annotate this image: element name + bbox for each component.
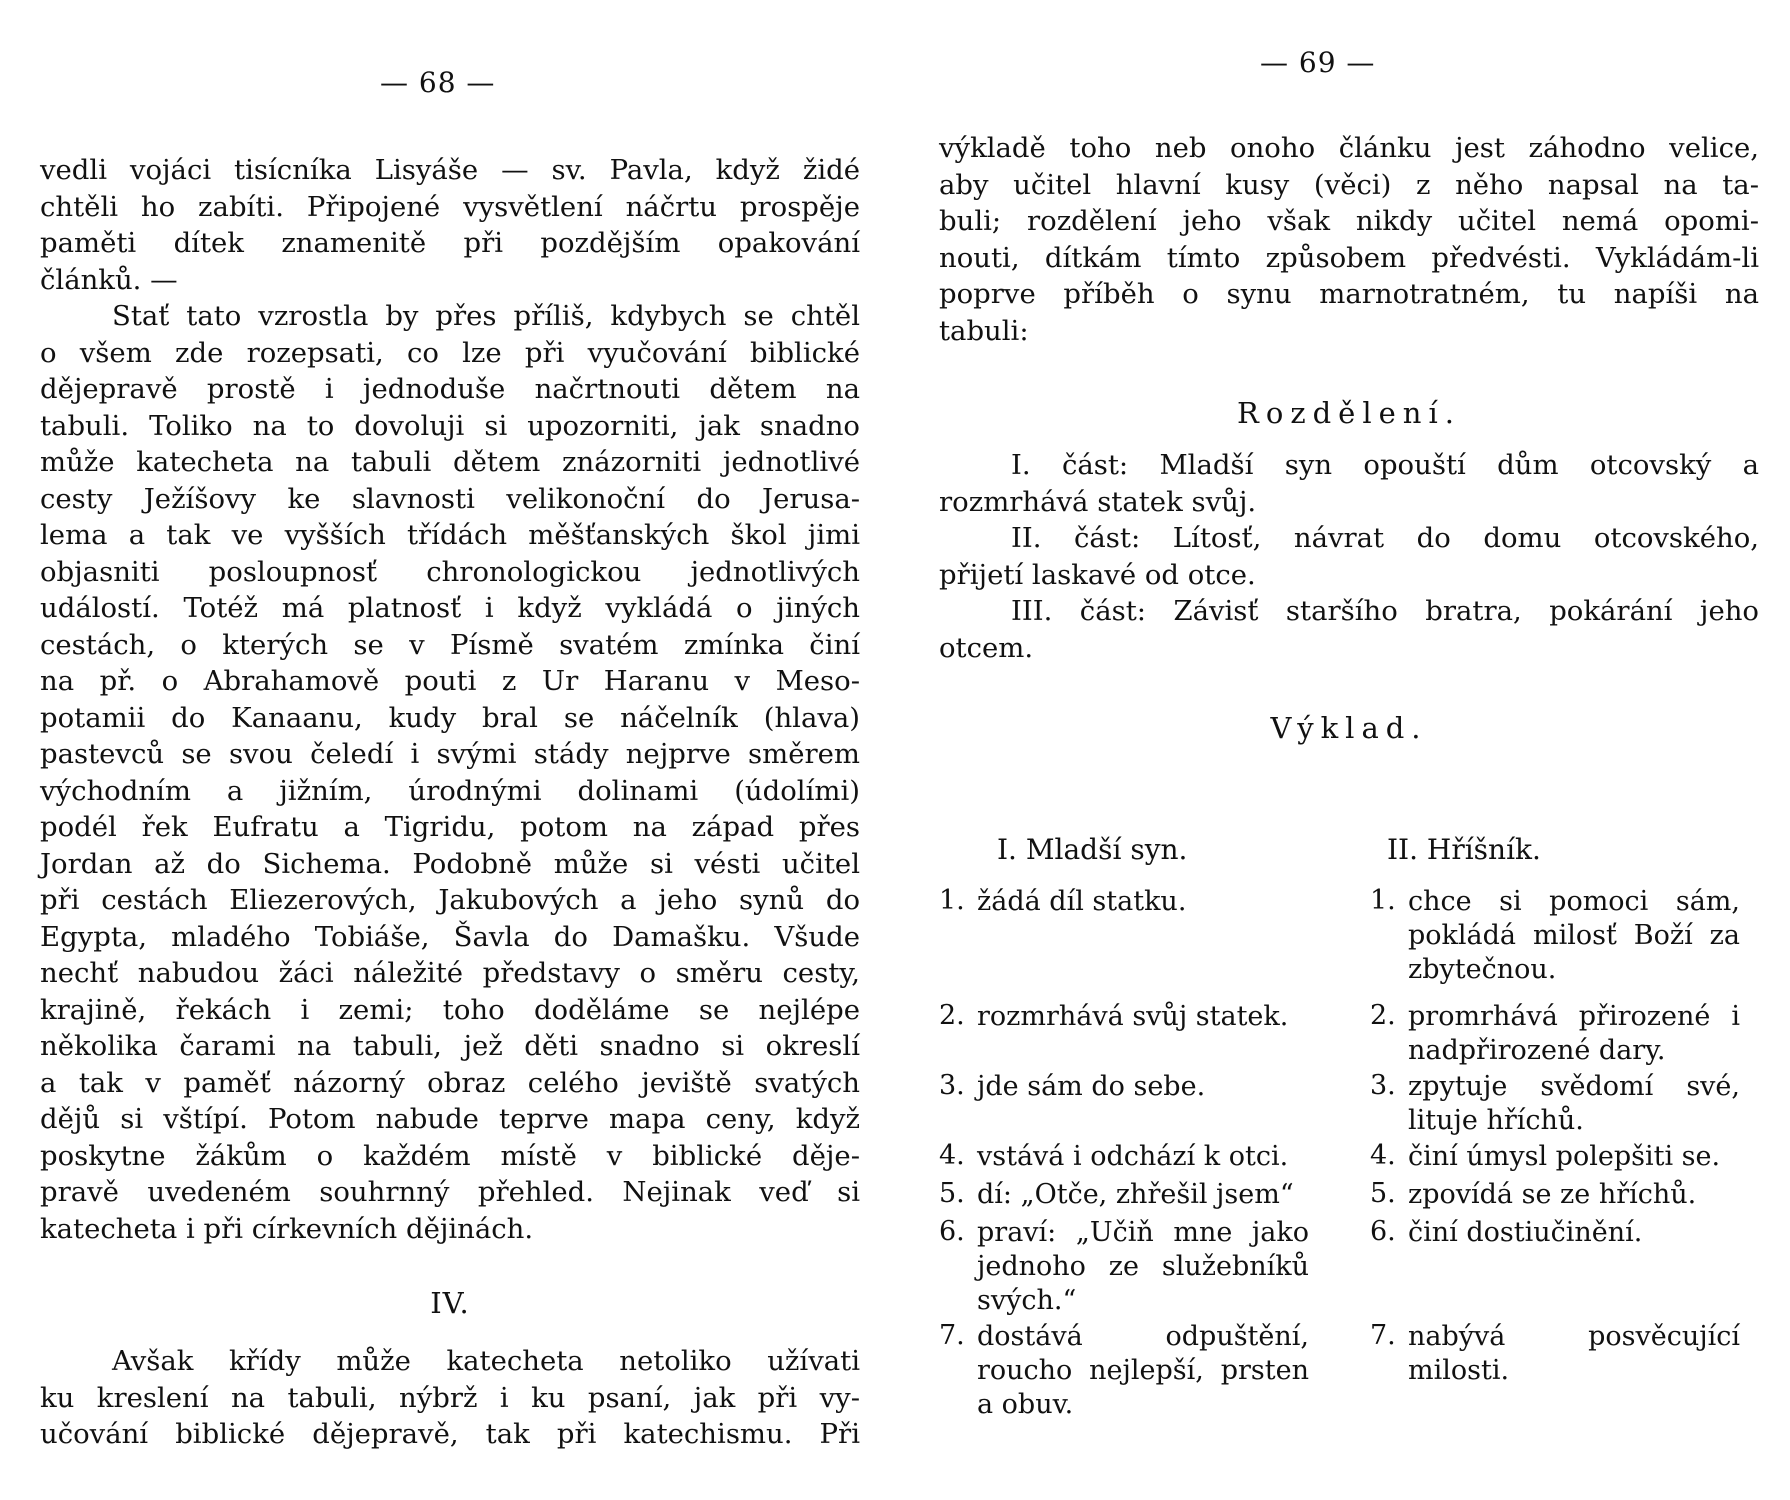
text-line: I. část: Mladší syn opouští dům otcovský a [1011, 449, 1759, 481]
text-line: učování biblické dějepravě, tak při katechismu. Při [40, 1418, 860, 1450]
text-line: a tak v paměť názorný obraz celého jeviště svatých [40, 1066, 860, 1099]
item-text: nabývá posvěcující milosti. [1408, 1321, 1740, 1386]
item-number: 3. [1370, 1070, 1396, 1101]
item-number: 7. [939, 1320, 965, 1351]
text-line: pastevců se svou čeledí i svými stády nejprve směrem [40, 738, 860, 770]
text-line: II. část: Lítosť, návrat do domu otcovského, [1011, 522, 1759, 554]
item-text: činí úmysl polepšiti se. [1408, 1141, 1721, 1172]
text-line: dějů si vštípí. Potom nabude teprve mapa ceny, když [40, 1103, 860, 1135]
page-number-left: — 68 — [380, 66, 496, 99]
item-number: 4. [1370, 1140, 1396, 1171]
item-text: promrhává přirozené i nadpřirozené dary. [1408, 1001, 1740, 1066]
item-text: jde sám do sebe. [977, 1071, 1206, 1102]
text-line: událostí. Totéž má platnosť i když vykládá o jiných [40, 592, 860, 624]
division-heading: Rozdělení. [1237, 396, 1461, 430]
text-line: chtěli ho zabíti. Připojené vysvětlení náčrtu prospěje [40, 190, 860, 223]
item-text: chce si pomoci sám, pokládá milosť Boží za zbytečnou. [1408, 886, 1740, 985]
page-number-right: — 69 — [1260, 46, 1376, 79]
text-line: Jordan až do Sichema. Podobně může si vésti učitel [40, 847, 860, 880]
left-page-body [40, 152, 860, 1453]
item-text: praví: „Učiň mne jako jednoho ze služebníků svých.“ [977, 1217, 1309, 1316]
text-line: katecheta i při církevních dějinách. [40, 1212, 534, 1245]
right-page [915, 0, 1790, 1500]
item-text: žádá díl statku. [977, 886, 1187, 917]
text-line: cestách, o kterých se v Písmě svatém zmínka činí [40, 628, 860, 661]
item-text: činí dostiučinění. [1408, 1217, 1643, 1248]
item-number: 3. [939, 1070, 965, 1101]
text-line: buli; rozdělení jeho však nikdy učitel nemá opomi- [939, 205, 1759, 237]
item-text: dí: „Otče, zhřešil jsem“ [977, 1179, 1294, 1210]
text-line: východním a jižním, úrodnými dolinami (údolími) [40, 774, 860, 807]
explanation-heading: Výklad. [1270, 711, 1428, 745]
text-line: podél řek Eufratu a Tigridu, potom na západ přes [40, 811, 860, 843]
text-line: aby učitel hlavní kusy (věci) z něho napsal na ta- [939, 168, 1759, 201]
text-line: tabuli. Toliko na to dovoluji si upozorniti, jak snadno [40, 409, 860, 442]
item-number: 6. [939, 1216, 965, 1247]
left-page [0, 0, 880, 1500]
text-line: poskytne žákům o každém místě v biblické děje- [40, 1139, 860, 1172]
section-heading: IV. [430, 1286, 470, 1320]
text-line: Egypta, mladého Tobiáše, Šavla do Damašku. Všude [40, 920, 860, 953]
item-number: 5. [1370, 1178, 1396, 1209]
text-line: výkladě toho neb onoho článku jest záhodno velice, [939, 132, 1759, 164]
column-heading-younger-son: I. Mladší syn. [997, 833, 1188, 866]
text-line: při cestách Eliezerových, Jakubových a jeho synů do [40, 884, 860, 916]
text-line: přijetí laskavé od otce. [939, 558, 1256, 591]
text-line: krajině, řekách i zemi; toho doděláme se nejlépe [40, 993, 860, 1026]
text-line: tabuli: [939, 314, 1029, 347]
text-line: objasniti posloupnosť chronologickou jednotlivých [40, 555, 860, 588]
item-text: vstává i odchází k otci. [977, 1141, 1289, 1172]
text-line: vedli vojáci tisícníka Lisyáše — sv. Pavla, když židé [40, 154, 860, 186]
text-line: rozmrhává statek svůj. [939, 485, 1257, 518]
text-line: dějepravě prostě i jednoduše načrtnouti dětem na [40, 373, 860, 405]
item-text: dostává odpuštění, roucho nejlepší, prsten a obuv. [977, 1321, 1309, 1420]
text-line: lema a tak ve vyšších třídách měšťanských škol jimi [40, 519, 860, 551]
item-number: 1. [1370, 885, 1396, 916]
text-line: o všem zde rozepsati, co lze při vyučování biblické [40, 336, 860, 369]
text-line: Avšak křídy může katecheta netoliko užívati [112, 1345, 860, 1377]
text-line: pravě uvedeném souhrnný přehled. Nejinak veď si [40, 1176, 860, 1208]
text-line: článků. — [40, 263, 178, 296]
item-number: 2. [939, 1000, 965, 1031]
item-number: 1. [939, 885, 965, 916]
item-text: zpovídá se ze hříchů. [1408, 1179, 1697, 1210]
item-number: 5. [939, 1178, 965, 1209]
item-text: zpytuje svědomí své, lituje hříchů. [1408, 1071, 1740, 1136]
text-line: III. část: Závisť staršího bratra, pokárání jeho [1011, 595, 1759, 627]
item-number: 2. [1370, 1000, 1396, 1031]
text-line: potamii do Kanaanu, kudy bral se náčelník (hlava) [40, 701, 860, 734]
item-number: 6. [1370, 1216, 1396, 1247]
text-line: na př. o Abrahamově pouti z Ur Haranu v Meso- [40, 665, 860, 697]
item-number: 7. [1370, 1320, 1396, 1351]
item-text: rozmrhává svůj statek. [977, 1001, 1289, 1032]
text-line: nouti, dítkám tímto způsobem předvésti. Vykládám-li [939, 241, 1759, 274]
right-page-body [939, 130, 1759, 746]
text-line: nechť nabudou žáci náležité představy o směru cesty, [40, 957, 860, 989]
text-line: několika čarami na tabuli, jež děti snadno si okreslí [40, 1030, 860, 1062]
text-line: poprve příběh o synu marnotratném, tu napíši na [939, 278, 1759, 310]
text-line: cesty Ježíšovy ke slavnosti velikonoční do Jerusa- [40, 482, 860, 515]
column-heading-sinner: II. Hříšník. [1387, 833, 1541, 866]
text-line: ku kreslení na tabuli, nýbrž i ku psaní, jak při vy- [40, 1381, 860, 1414]
text-line: otcem. [939, 631, 1034, 664]
text-line: paměti dítek znamenitě při pozdějším opakování [40, 227, 860, 259]
item-number: 4. [939, 1140, 965, 1171]
text-line: může katecheta na tabuli dětem znázorniti jednotlivé [40, 446, 860, 478]
text-line: Stať tato vzrostla by přes příliš, kdybych se chtěl [112, 300, 860, 332]
